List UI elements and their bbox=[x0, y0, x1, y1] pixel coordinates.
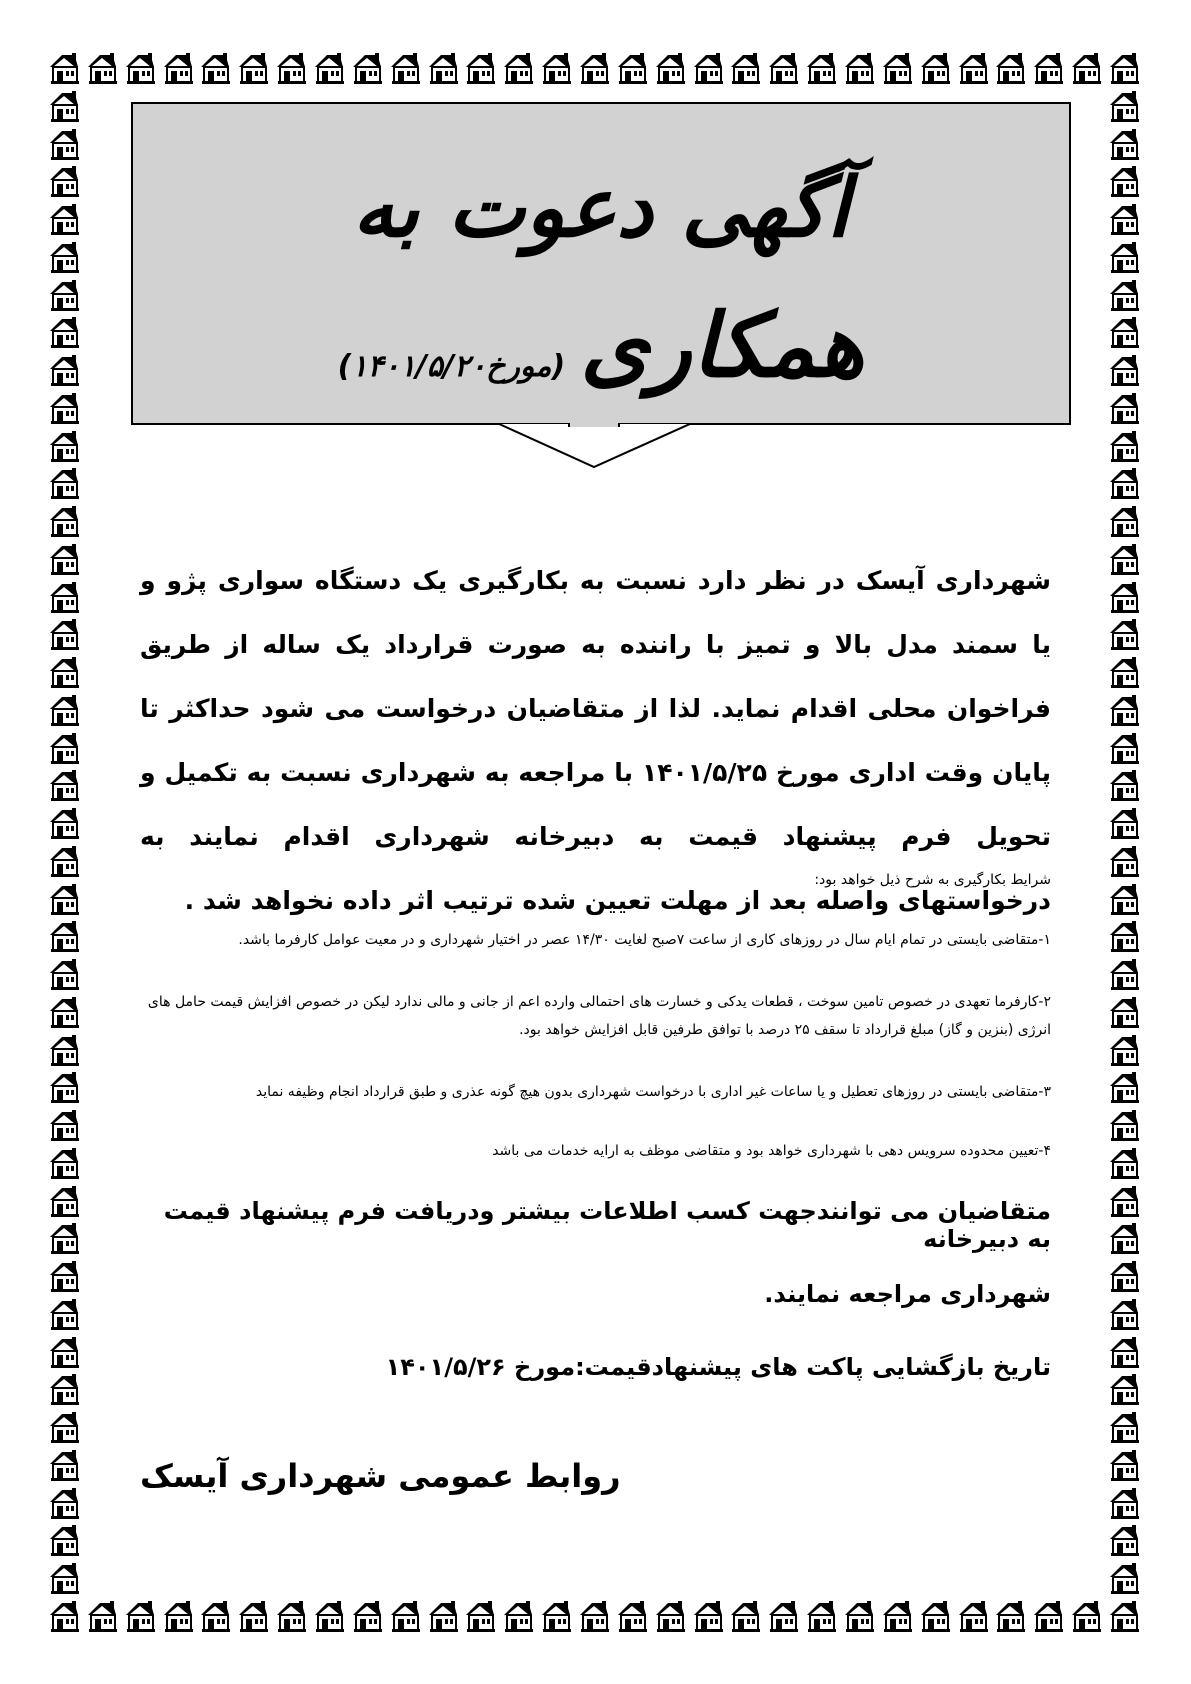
house-icon bbox=[1110, 280, 1139, 311]
house-icon bbox=[1110, 1412, 1139, 1443]
house-icon bbox=[50, 695, 79, 726]
house-icon bbox=[694, 1601, 723, 1632]
house-icon bbox=[164, 1601, 193, 1632]
house-icon bbox=[618, 1601, 647, 1632]
house-icon bbox=[542, 1601, 571, 1632]
house-icon bbox=[731, 1601, 760, 1632]
opening-date: تاریخ بازگشایی پاکت های پیشنهادقیمت:مورخ ۱۴۰۱/۵/۲۶ bbox=[385, 1353, 1051, 1381]
banner-title: آگهی دعوت به bbox=[352, 161, 850, 256]
house-icon bbox=[694, 53, 723, 84]
house-icon bbox=[50, 1601, 79, 1632]
house-icon bbox=[50, 1186, 79, 1217]
house-icon bbox=[1110, 733, 1139, 764]
house-icon bbox=[769, 53, 798, 84]
house-icon bbox=[50, 1035, 79, 1066]
house-icon bbox=[580, 1601, 609, 1632]
house-icon bbox=[845, 1601, 874, 1632]
house-icon bbox=[50, 1110, 79, 1141]
house-icon bbox=[315, 53, 344, 84]
house-icon bbox=[1110, 1035, 1139, 1066]
house-icon bbox=[1110, 1223, 1139, 1254]
house-icon bbox=[50, 1488, 79, 1519]
house-icon bbox=[1110, 1563, 1139, 1594]
banner-subtitle-row bbox=[333, 294, 869, 397]
house-icon bbox=[1034, 1601, 1063, 1632]
house-icon bbox=[1110, 1601, 1139, 1632]
house-icon bbox=[50, 1563, 79, 1594]
house-icon bbox=[883, 1601, 912, 1632]
house-icon bbox=[618, 53, 647, 84]
house-icon bbox=[921, 53, 950, 84]
house-icon bbox=[1110, 582, 1139, 613]
house-icon bbox=[50, 317, 79, 348]
house-icon bbox=[1110, 1488, 1139, 1519]
house-icon bbox=[959, 53, 988, 84]
house-icon bbox=[656, 53, 685, 84]
house-icon bbox=[50, 544, 79, 575]
house-icon bbox=[1110, 1374, 1139, 1405]
house-icon bbox=[50, 1299, 79, 1330]
house-icon bbox=[50, 1261, 79, 1292]
house-icon bbox=[656, 1601, 685, 1632]
house-icon bbox=[50, 1412, 79, 1443]
house-icon bbox=[50, 1223, 79, 1254]
closing-line-1: متقاضیان می توانندجهت کسب اطلاعات بیشتر ودریافت فرم پیشنهاد قیمت به دبیرخانه bbox=[163, 1197, 1051, 1253]
house-icon bbox=[1110, 997, 1139, 1028]
house-icon bbox=[580, 53, 609, 84]
condition-item-1: ۱-متقاضی بایستی در تمام ایام سال در روزهای کاری از ساعت ۷صبح لغایت ۱۴/۳۰ عصر در اختیار شهرداری و در معیت عوامل کارفرما باشد. bbox=[238, 932, 1051, 948]
house-icon bbox=[1110, 544, 1139, 575]
house-icon bbox=[201, 53, 230, 84]
banner-subtitle: همکاری bbox=[580, 294, 865, 397]
house-icon bbox=[50, 468, 79, 499]
house-icon bbox=[50, 1148, 79, 1179]
house-icon bbox=[50, 1337, 79, 1368]
house-icon bbox=[429, 1601, 458, 1632]
house-icon bbox=[50, 921, 79, 952]
house-icon bbox=[1110, 1186, 1139, 1217]
house-icon bbox=[391, 1601, 420, 1632]
house-icon bbox=[391, 53, 420, 84]
house-icon bbox=[1072, 53, 1101, 84]
house-icon bbox=[239, 53, 268, 84]
house-icon bbox=[504, 53, 533, 84]
house-icon bbox=[88, 53, 117, 84]
house-icon bbox=[1110, 431, 1139, 462]
house-icon bbox=[50, 166, 79, 197]
house-icon bbox=[1110, 129, 1139, 160]
house-icon bbox=[50, 1072, 79, 1103]
house-icon bbox=[1110, 846, 1139, 877]
house-icon bbox=[1110, 657, 1139, 688]
condition-item-3: ۳-متقاضی بایستی در روزهای تعطیل و یا ساعات غیر اداری با درخواست شهرداری بدون هیچ گونه عذری و طبق قرارداد انجام وظیفه نماید bbox=[255, 1084, 1051, 1100]
house-icon bbox=[1034, 53, 1063, 84]
house-icon bbox=[88, 1601, 117, 1632]
house-icon bbox=[50, 770, 79, 801]
title-banner bbox=[131, 102, 1071, 425]
house-icon bbox=[1110, 53, 1139, 84]
closing-line-2: شهرداری مراجعه نمایند. bbox=[764, 1280, 1051, 1308]
house-icon bbox=[1110, 1261, 1139, 1292]
intro-paragraph: شهرداری آیسک در نظر دارد نسبت به بکارگیری یک دستگاه سواری پژو و یا سمند مدل بالا و تمیز با راننده به صورت قرارداد یک ساله از طریق فراخوان محلی اقدام نماید. لذا از متقاضیان درخواست می شود حداکثر تا پایان وقت اداری مورخ ۱۴۰۱/۵/۲۵ با مراجعه به شهرداری نسبت به تکمیل و تحویل فرم پیشنهاد قیمت به دبیرخانه شهرداری اقدام نمایند به درخواستهای واصله بعد از مهلت تعیین شده ترتیب اثر داده نخواهد شد . bbox=[140, 566, 1051, 915]
signature: روابط عمومی شهرداری آیسک bbox=[140, 1457, 621, 1495]
house-icon bbox=[1110, 1525, 1139, 1556]
house-icon bbox=[50, 1374, 79, 1405]
house-icon bbox=[845, 53, 874, 84]
house-icon bbox=[466, 1601, 495, 1632]
house-icon bbox=[50, 657, 79, 688]
house-icon bbox=[769, 1601, 798, 1632]
house-icon bbox=[1110, 959, 1139, 990]
house-icon bbox=[921, 1601, 950, 1632]
house-icon bbox=[50, 884, 79, 915]
house-icon bbox=[1110, 91, 1139, 122]
house-icon bbox=[807, 53, 836, 84]
house-icon bbox=[50, 733, 79, 764]
banner-arrow-pointer bbox=[497, 423, 692, 469]
house-icon bbox=[50, 506, 79, 537]
house-icon bbox=[126, 1601, 155, 1632]
house-icon bbox=[429, 53, 458, 84]
house-icon bbox=[1110, 1148, 1139, 1179]
house-icon bbox=[50, 204, 79, 235]
house-icon bbox=[1110, 695, 1139, 726]
house-icon bbox=[50, 129, 79, 160]
house-icon bbox=[959, 1601, 988, 1632]
house-icon bbox=[1110, 1110, 1139, 1141]
house-icon bbox=[1110, 619, 1139, 650]
house-icon bbox=[315, 1601, 344, 1632]
house-icon bbox=[50, 582, 79, 613]
house-icon bbox=[50, 959, 79, 990]
house-icon bbox=[239, 1601, 268, 1632]
house-icon bbox=[807, 1601, 836, 1632]
house-icon bbox=[1110, 317, 1139, 348]
house-icon bbox=[50, 355, 79, 386]
house-icon bbox=[277, 53, 306, 84]
house-icon bbox=[883, 53, 912, 84]
house-icon bbox=[1110, 1299, 1139, 1330]
house-icon bbox=[50, 431, 79, 462]
house-icon bbox=[50, 393, 79, 424]
house-icon bbox=[1110, 393, 1139, 424]
condition-item-2: ۲-کارفرما تعهدی در خصوص تامین سوخت ، قطعات یدکی و خسارت های احتمالی وارده اعم از جانی و مالی ندارد لیکن در خصوص افزایش قیمت حامل های انرژی (بنزین و گاز) مبلغ قرارداد تا سقف ۲۵ درصد با توافق طرفین قابل افزایش خواهد بود. bbox=[147, 994, 1051, 1038]
house-icon bbox=[50, 280, 79, 311]
house-icon bbox=[50, 997, 79, 1028]
house-icon bbox=[1110, 355, 1139, 386]
house-icon bbox=[353, 1601, 382, 1632]
house-icon bbox=[353, 53, 382, 84]
house-icon bbox=[1110, 1450, 1139, 1481]
house-icon bbox=[1110, 468, 1139, 499]
house-icon bbox=[164, 53, 193, 84]
house-icon bbox=[50, 53, 79, 84]
house-icon bbox=[1110, 166, 1139, 197]
house-icon bbox=[50, 846, 79, 877]
condition-item-4: ۴-تعیین محدوده سرویس دهی با شهرداری خواهد بود و متقاضی موظف به ارایه خدمات می باشد bbox=[492, 1143, 1051, 1159]
house-icon bbox=[50, 91, 79, 122]
house-icon bbox=[50, 619, 79, 650]
house-icon bbox=[996, 53, 1025, 84]
house-icon bbox=[1110, 506, 1139, 537]
house-icon bbox=[50, 1450, 79, 1481]
house-icon bbox=[1110, 921, 1139, 952]
house-icon bbox=[126, 53, 155, 84]
house-icon bbox=[466, 53, 495, 84]
house-icon bbox=[504, 1601, 533, 1632]
house-icon bbox=[50, 1525, 79, 1556]
house-icon bbox=[1110, 1072, 1139, 1103]
house-icon bbox=[1072, 1601, 1101, 1632]
house-icon bbox=[1110, 884, 1139, 915]
house-icon bbox=[277, 1601, 306, 1632]
house-icon bbox=[1110, 1337, 1139, 1368]
house-icon bbox=[1110, 204, 1139, 235]
house-icon bbox=[1110, 808, 1139, 839]
house-icon bbox=[996, 1601, 1025, 1632]
house-icon bbox=[1110, 770, 1139, 801]
house-icon bbox=[1110, 242, 1139, 273]
house-icon bbox=[50, 242, 79, 273]
house-icon bbox=[50, 808, 79, 839]
house-icon bbox=[201, 1601, 230, 1632]
house-icon bbox=[542, 53, 571, 84]
banner-date-note: (مورخ۱۴۰۱/۵/۲۰) bbox=[337, 349, 566, 384]
house-icon bbox=[731, 53, 760, 84]
conditions-heading: شرایط بکارگیری به شرح ذیل خواهد بود: bbox=[814, 872, 1051, 888]
